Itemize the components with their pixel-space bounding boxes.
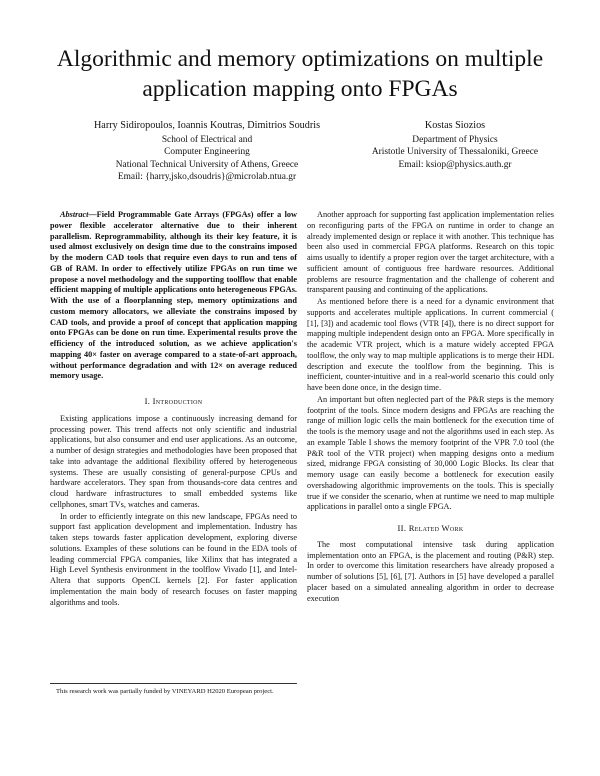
affiliation-line: Aristotle University of Thessaloniki, Greece xyxy=(371,147,539,158)
body-paragraph: The most computational intensive task during application implementation onto an FPGA, is the placement and routing (P&R) step. In order to overcome this limitation researchers have already proposed a number of solutions [5], [6], [7]. Authors in [5] have developed a parallel placer based on a simulated annealing algorithm in order to decrease execution xyxy=(307,539,554,603)
right-column xyxy=(307,210,554,604)
section-heading-introduction: I. Introduction xyxy=(144,396,203,406)
author-names: Harry Sidiropoulos, Ioannis Koutras, Dimitrios Soudris xyxy=(93,120,321,131)
author-block-right xyxy=(350,120,560,171)
footnote-text: This research work was partially funded by VINEYARD H2020 European project. xyxy=(56,688,274,695)
author-email: Email: ksiop@physics.auth.gr xyxy=(398,159,512,170)
abstract-label: Abstract xyxy=(60,210,89,219)
paper-title xyxy=(40,44,560,104)
abstract xyxy=(50,210,297,382)
footnote xyxy=(50,683,297,697)
body-paragraph: Existing applications impose a continuously increasing demand for processing power. This trend affects not only scientific and industrial applications, but also consumer and end user applications. As an outcome, a number of design strategies and methodologies have been proposed that take into advantage the additional flexibility offered by heterogeneous systems. These are usually consisting of general-purpose CPUs and hardware accelerators. They span from thousands-core data centres and cloud hardware infrastructures to small embedded systems like cellphones, smart TVs, watches and cameras. xyxy=(50,413,297,509)
affiliation-line: Department of Physics xyxy=(412,134,498,145)
title-line-1: Algorithmic and memory optimizations on multiple xyxy=(56,46,544,72)
author-block-left xyxy=(72,120,342,184)
affiliation-line: National Technical University of Athens, Greece xyxy=(115,159,299,170)
body-paragraph: In order to efficiently integrate on this new landscape, FPGAs need to support fast application development and implementation. Industry has taken steps towards faster application development, exploring diverse solutions. Examples of these solutions can be found in the EDA tools of leading commercial FPGA companies, like Xilinx that has integrated a High Level Synthesis environment in the toolflow Vivado [1], and Intel-Altera that supports OpenCL kernels [2]. For faster application implementation the main body of research focuses on faster mapping algorithms and tools. xyxy=(50,511,297,607)
body-paragraph: Another approach for supporting fast application implementation relies on reconfiguring parts of the FPGA on runtime in order to change an already implemented design or replace it with another. This technique has been also used in commercial FPGA platforms. Research on this topic aims usually to identify a proper region over the target architecture, with a sufficient amount of contiguous free hardware resources. Additional problems are resource fragmentation and the challenge of coherent and transparent pausing and continuing of the applications. xyxy=(307,210,554,295)
body-paragraph: An important but often neglected part of the P&R steps is the memory footprint of the tools. Since modern designs and FPGAs are reaching the range of million logic cells the main bottleneck for the execution time of the tools is the memory usage and not the algorithms used in each step. As an example Table I shows the memory footprint of the VPR 7.0 tool (the P&R tool of the VTR project) when mapping designs onto a medium sized, midrange FPGA consisting of 30,000 Logic Blocks. Its clear that memory usage can easily become a bottleneck for execution easily overshadowing algorithmic improvements on the tools. This is specially true if we consider the scenario, when at runtime we need to map multiple applications in parallel onto a single FPGA. xyxy=(307,394,554,512)
abstract-text: —Field Programmable Gate Arrays (FPGAs) offer a low power flexible accelerator alternative due to their inherent parallelism. Reprogrammability, although its their key feature, it is used almost exclusively on design time due to the constrains imposed by the modern CAD tools that require even days to run and tens of GB of RAM. In order to effectively utilize FPGAs on run time we propose a novel methodology and the supporting toolflow that enable efficient mapping of multiple applications onto heterogeneous FPGAs. With the use of a floorplanning step, memory optimizations and custom memory allocators, we alleviate the constrains imposed by CAD tools, and provide a proof of concept that application mapping onto FPGAs can be done on run time. Experimental results prove the efficiency of the introduced solution, as we achieve application's mapping 40× faster on average compared to a state-of-art approach, without performance degradation and with 12× on average reduced memory usage. xyxy=(50,210,297,381)
affiliation-line: Computer Engineering xyxy=(164,147,250,158)
author-names: Kostas Siozios xyxy=(424,120,486,131)
title-line-2: application mapping onto FPGAs xyxy=(142,76,458,102)
author-email: Email: {harry,jsko,dsoudris}@microlab.ntua.gr xyxy=(117,172,297,183)
section-heading-related-work: II. Related Work xyxy=(397,523,464,533)
left-column xyxy=(50,210,297,608)
affiliation-line: School of Electrical and xyxy=(161,134,253,145)
body-paragraph: As mentioned before there is a need for a dynamic environment that supports and accelerates multiple applications. In current commercial ( [1], [3]) and academic tool flows (VTR [4]), there is no direct support for mapping multiple independent design onto an FPGA. More specifically in the academic VTR project, which is a mature widely accepted FPGA toolflow, the only way to map multiple applications is to merge their HDL description and execute the toolflow from the beginning. This is inefficient, counter-intuitive and in a real-world scenario this could only have been done once, in the design time. xyxy=(307,297,554,392)
